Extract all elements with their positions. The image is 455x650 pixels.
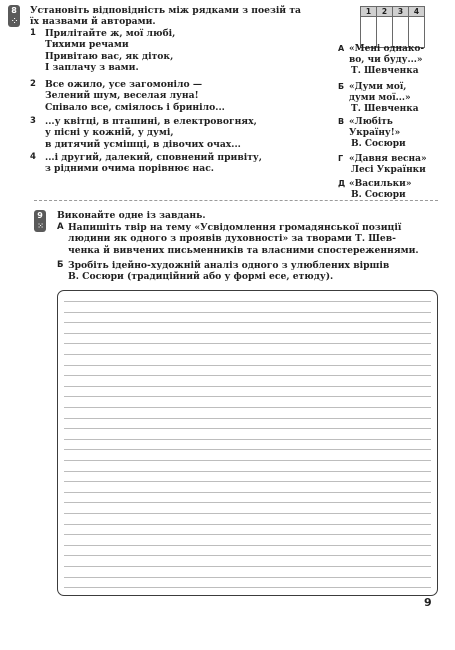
ruled-line	[64, 545, 431, 546]
answer-grid-icon: ⁘	[11, 17, 17, 25]
ruled-line	[64, 460, 431, 461]
ruled-line	[64, 587, 431, 588]
grid-header-1: 1	[361, 7, 377, 17]
grid-cell[interactable]	[377, 17, 393, 48]
answer-grid[interactable]	[360, 6, 425, 48]
ruled-line	[64, 449, 431, 450]
ruled-line	[64, 343, 431, 344]
task-9-title: Виконайте одне із завдань.	[57, 210, 206, 221]
grid-header-4: 4	[409, 7, 425, 17]
ruled-line	[64, 492, 431, 493]
grid-cell[interactable]	[409, 17, 425, 48]
ruled-line	[64, 312, 431, 313]
grid-header-2: 2	[377, 7, 393, 17]
grid-header-3: 3	[393, 7, 409, 17]
ruled-line	[64, 322, 431, 323]
ruled-line	[64, 333, 431, 334]
ruled-line	[64, 471, 431, 472]
ruled-line	[64, 407, 431, 408]
page-number: 9	[424, 596, 432, 609]
grid-cell[interactable]	[361, 17, 377, 48]
ruled-line	[64, 513, 431, 514]
ruled-line	[64, 354, 431, 355]
writing-area[interactable]	[57, 290, 438, 596]
ruled-line	[64, 375, 431, 376]
section-divider	[34, 200, 438, 201]
ruled-line	[64, 534, 431, 535]
ruled-line	[64, 396, 431, 397]
ruled-line	[64, 301, 431, 302]
ruled-line	[64, 428, 431, 429]
task-9-badge: 9 ⁙	[34, 210, 46, 232]
task-8-title: Установіть відповідність між рядками з поезій та їх назвами й авторами.	[30, 5, 301, 27]
ruled-line	[64, 439, 431, 440]
ruled-line	[64, 524, 431, 525]
ruled-line	[64, 418, 431, 419]
ruled-line	[64, 386, 431, 387]
grid-cell[interactable]	[393, 17, 409, 48]
ruled-line	[64, 577, 431, 578]
ruled-line	[64, 555, 431, 556]
ruled-line	[64, 481, 431, 482]
task-8-badge: 8 ⁘	[8, 5, 20, 27]
ruled-line	[64, 365, 431, 366]
ruled-line	[64, 502, 431, 503]
ruled-line	[64, 566, 431, 567]
dice-icon: ⁙	[37, 222, 43, 230]
